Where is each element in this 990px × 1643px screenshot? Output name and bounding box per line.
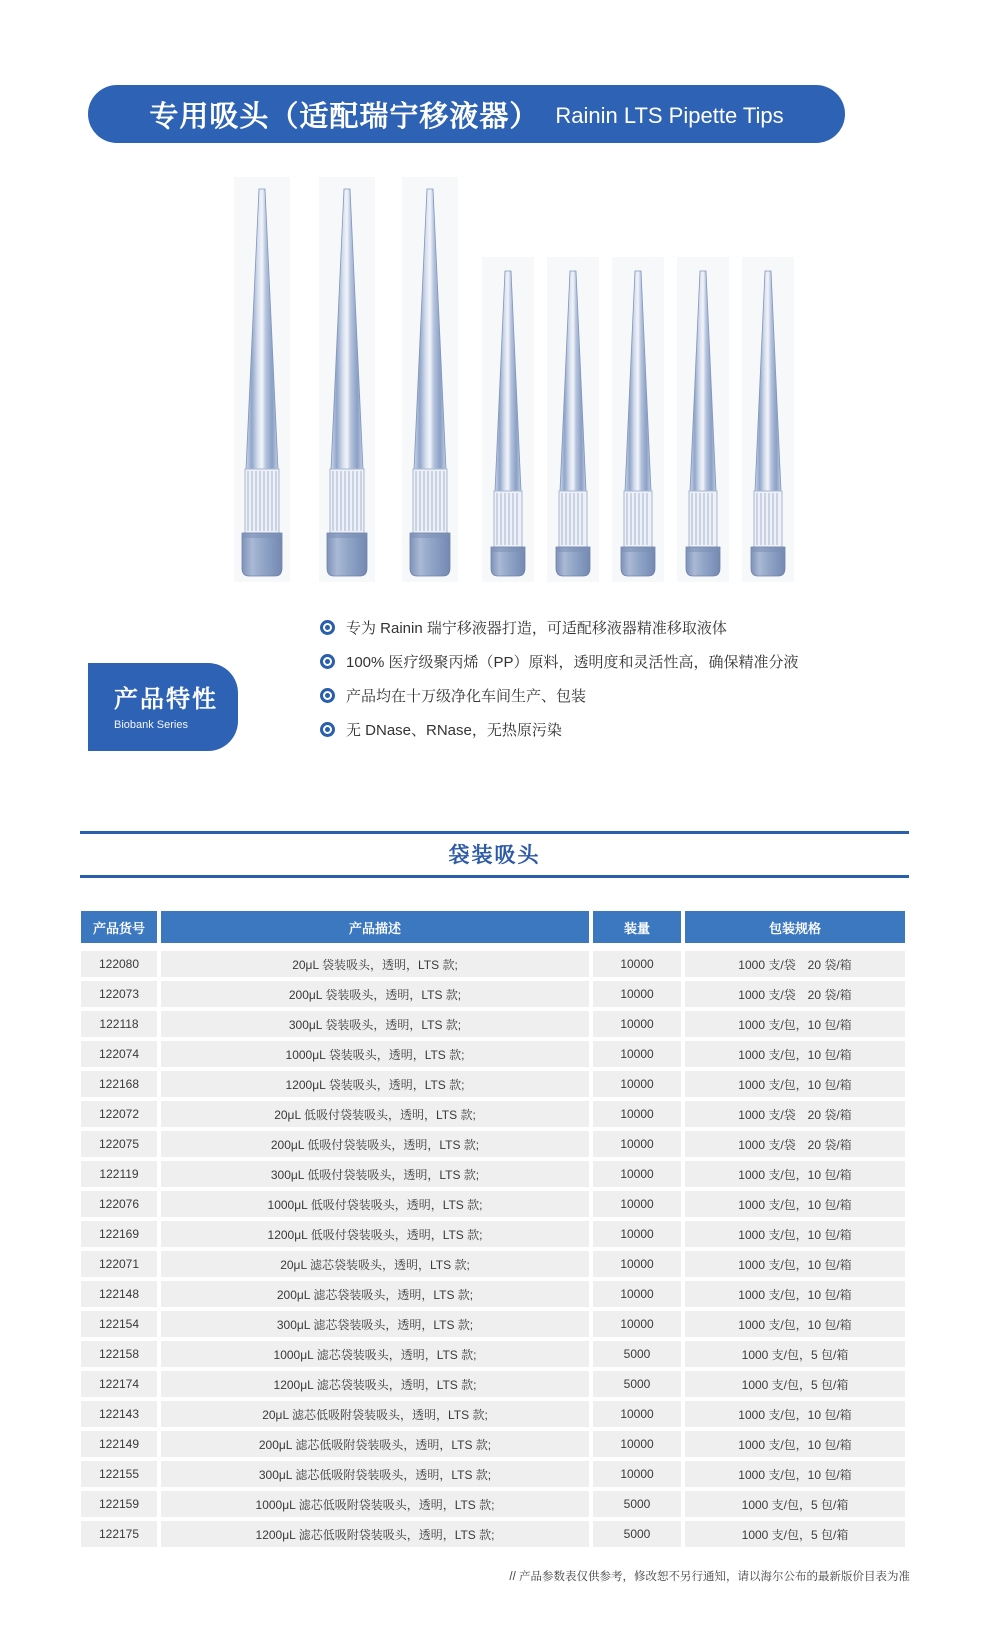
pipette-tip-image [400, 177, 460, 587]
product-description-cell: 20μL 低吸付袋装吸头，透明，LTS 款; [161, 1101, 589, 1127]
feature-text: 100% 医疗级聚丙烯（PP）原料，透明度和灵活性高，确保精准分液 [346, 654, 799, 671]
packaging-cell: 1000 支/包，5 包/箱 [685, 1521, 905, 1547]
quantity-cell: 10000 [593, 1071, 681, 1097]
table-row [81, 981, 909, 1007]
quantity-cell: 10000 [593, 1281, 681, 1307]
product-description-cell: 200μL 滤芯低吸附袋装吸头，透明，LTS 款; [161, 1431, 589, 1457]
quantity-cell: 10000 [593, 1431, 681, 1457]
packaging-cell: 1000 支/包，10 包/箱 [685, 1221, 905, 1247]
product-description-cell: 300μL 低吸付袋装吸头，透明，LTS 款; [161, 1161, 589, 1187]
pipette-tip-image [317, 177, 377, 587]
column-header: 产品货号 [81, 911, 157, 943]
product-description-cell: 1000μL 滤芯低吸附袋装吸头，透明，LTS 款; [161, 1491, 589, 1517]
quantity-cell: 5000 [593, 1341, 681, 1367]
packaging-cell: 1000 支/包，10 包/箱 [685, 1401, 905, 1427]
product-code-cell: 122158 [81, 1341, 157, 1367]
packaging-cell: 1000 支/包，10 包/箱 [685, 1281, 905, 1307]
product-description-cell: 300μL 袋装吸头，透明，LTS 款; [161, 1011, 589, 1037]
product-description-cell: 1200μL 低吸付袋装吸头，透明，LTS 款; [161, 1221, 589, 1247]
table-row [81, 1131, 909, 1157]
packaging-cell: 1000 支/袋 20 袋/箱 [685, 1101, 905, 1127]
product-code-cell: 122174 [81, 1371, 157, 1397]
quantity-cell: 10000 [593, 1131, 681, 1157]
product-description-cell: 1200μL 滤芯低吸附袋装吸头，透明，LTS 款; [161, 1521, 589, 1547]
packaging-cell: 1000 支/包，10 包/箱 [685, 1011, 905, 1037]
product-code-cell: 122080 [81, 951, 157, 977]
feature-item [320, 685, 799, 706]
quantity-cell: 10000 [593, 951, 681, 977]
product-description-cell: 1000μL 滤芯袋装吸头，透明，LTS 款; [161, 1341, 589, 1367]
packaging-cell: 1000 支/包，10 包/箱 [685, 1191, 905, 1217]
feature-text: 专为 Rainin 瑞宁移液器打造，可适配移液器精准移取液体 [346, 620, 727, 637]
features-label-en: Biobank Series [114, 719, 188, 731]
product-description-cell: 20μL 袋装吸头，透明，LTS 款; [161, 951, 589, 977]
quantity-cell: 5000 [593, 1371, 681, 1397]
packaging-cell: 1000 支/包，10 包/箱 [685, 1311, 905, 1337]
product-code-cell: 122155 [81, 1461, 157, 1487]
table-row [81, 951, 909, 977]
feature-item [320, 617, 799, 638]
product-code-cell: 122154 [81, 1311, 157, 1337]
quantity-cell: 10000 [593, 1311, 681, 1337]
packaging-cell: 1000 支/袋 20 袋/箱 [685, 951, 905, 977]
bullet-icon [320, 688, 335, 703]
quantity-cell: 5000 [593, 1491, 681, 1517]
table-row [81, 1371, 909, 1397]
table-row [81, 1281, 909, 1307]
product-description-cell: 200μL 滤芯袋装吸头，透明，LTS 款; [161, 1281, 589, 1307]
product-description-cell: 300μL 滤芯袋装吸头，透明，LTS 款; [161, 1311, 589, 1337]
pipette-tip-image [480, 257, 536, 587]
section-divider-bottom [80, 875, 909, 878]
pipette-tip-image [675, 257, 731, 587]
section-title: 袋装吸头 [448, 844, 541, 867]
product-description-cell: 1200μL 袋装吸头，透明，LTS 款; [161, 1071, 589, 1097]
product-table [81, 911, 909, 1551]
product-code-cell: 122168 [81, 1071, 157, 1097]
packaging-cell: 1000 支/包，10 包/箱 [685, 1251, 905, 1277]
product-code-cell: 122118 [81, 1011, 157, 1037]
product-code-cell: 122159 [81, 1491, 157, 1517]
packaging-cell: 1000 支/袋 20 袋/箱 [685, 1131, 905, 1157]
quantity-cell: 10000 [593, 1251, 681, 1277]
table-header-row [81, 911, 909, 943]
product-code-cell: 122072 [81, 1101, 157, 1127]
product-code-cell: 122075 [81, 1131, 157, 1157]
packaging-cell: 1000 支/包，10 包/箱 [685, 1041, 905, 1067]
table-row [81, 1041, 909, 1067]
bullet-icon [320, 722, 335, 737]
table-row [81, 1251, 909, 1277]
table-row [81, 1221, 909, 1247]
table-row [81, 1461, 909, 1487]
page-title-cn: 专用吸头（适配瑞宁移液器） [149, 100, 540, 133]
packaging-cell: 1000 支/袋 20 袋/箱 [685, 981, 905, 1007]
packaging-cell: 1000 支/包，10 包/箱 [685, 1071, 905, 1097]
packaging-cell: 1000 支/包，10 包/箱 [685, 1161, 905, 1187]
quantity-cell: 10000 [593, 1041, 681, 1067]
footer-disclaimer: // 产品参数表仅供参考，修改恕不另行通知，请以海尔公布的最新版价目表为准 [509, 1571, 910, 1583]
table-body [81, 951, 909, 1547]
product-description-cell: 1000μL 袋装吸头，透明，LTS 款; [161, 1041, 589, 1067]
packaging-cell: 1000 支/包，5 包/箱 [685, 1341, 905, 1367]
product-description-cell: 20μL 滤芯低吸附袋装吸头，透明，LTS 款; [161, 1401, 589, 1427]
product-code-cell: 122148 [81, 1281, 157, 1307]
product-code-cell: 122149 [81, 1431, 157, 1457]
product-code-cell: 122071 [81, 1251, 157, 1277]
quantity-cell: 10000 [593, 1161, 681, 1187]
table-row [81, 1011, 909, 1037]
table-row [81, 1161, 909, 1187]
table-row [81, 1401, 909, 1427]
section-divider-top [80, 831, 909, 834]
table-row [81, 1491, 909, 1517]
table-row [81, 1071, 909, 1097]
features-list [320, 617, 799, 740]
quantity-cell: 10000 [593, 1011, 681, 1037]
product-code-cell: 122175 [81, 1521, 157, 1547]
table-row [81, 1341, 909, 1367]
packaging-cell: 1000 支/包，5 包/箱 [685, 1491, 905, 1517]
feature-text: 产品均在十万级净化车间生产、包装 [346, 688, 587, 705]
quantity-cell: 10000 [593, 981, 681, 1007]
packaging-cell: 1000 支/包，5 包/箱 [685, 1371, 905, 1397]
feature-item [320, 651, 799, 672]
quantity-cell: 10000 [593, 1461, 681, 1487]
product-code-cell: 122119 [81, 1161, 157, 1187]
product-code-cell: 122076 [81, 1191, 157, 1217]
packaging-cell: 1000 支/包，10 包/箱 [685, 1431, 905, 1457]
product-description-cell: 200μL 低吸付袋装吸头，透明，LTS 款; [161, 1131, 589, 1157]
table-row [81, 1311, 909, 1337]
packaging-cell: 1000 支/包，10 包/箱 [685, 1461, 905, 1487]
table-row [81, 1521, 909, 1547]
product-code-cell: 122073 [81, 981, 157, 1007]
bullet-icon [320, 654, 335, 669]
column-header: 装量 [593, 911, 681, 943]
product-code-cell: 122143 [81, 1401, 157, 1427]
table-row [81, 1101, 909, 1127]
table-row [81, 1431, 909, 1457]
feature-item [320, 719, 799, 740]
pipette-tip-image [232, 177, 292, 587]
product-description-cell: 20μL 滤芯袋装吸头，透明，LTS 款; [161, 1251, 589, 1277]
column-header: 包装规格 [685, 911, 905, 943]
table-row [81, 1191, 909, 1217]
pipette-tip-image [610, 257, 666, 587]
pipette-tip-image [740, 257, 796, 587]
product-description-cell: 1200μL 滤芯袋装吸头，透明，LTS 款; [161, 1371, 589, 1397]
quantity-cell: 10000 [593, 1191, 681, 1217]
product-description-cell: 200μL 袋装吸头，透明，LTS 款; [161, 981, 589, 1007]
quantity-cell: 10000 [593, 1401, 681, 1427]
features-label-box [88, 663, 238, 751]
product-code-cell: 122169 [81, 1221, 157, 1247]
product-code-cell: 122074 [81, 1041, 157, 1067]
page-title-banner [88, 85, 845, 143]
quantity-cell: 5000 [593, 1521, 681, 1547]
feature-text: 无 DNase、RNase，无热原污染 [346, 722, 562, 739]
quantity-cell: 10000 [593, 1221, 681, 1247]
page-title-en: Rainin LTS Pipette Tips [555, 103, 784, 128]
pipette-tip-image [545, 257, 601, 587]
bullet-icon [320, 620, 335, 635]
column-header: 产品描述 [161, 911, 589, 943]
features-label-cn: 产品特性 [114, 686, 218, 713]
product-description-cell: 300μL 滤芯低吸附袋装吸头，透明，LTS 款; [161, 1461, 589, 1487]
quantity-cell: 10000 [593, 1101, 681, 1127]
product-description-cell: 1000μL 低吸付袋装吸头，透明，LTS 款; [161, 1191, 589, 1217]
